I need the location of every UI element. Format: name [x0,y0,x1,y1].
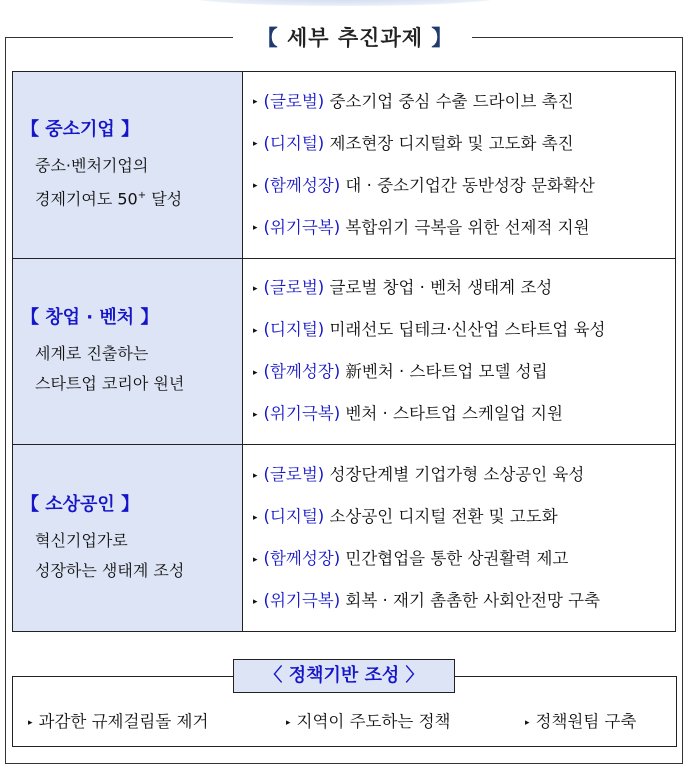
bullet-icon: ▸ [253,409,258,420]
section-desc: 스타트업 코리아 원년 [35,374,185,394]
policy-item [28,708,208,732]
bullet-icon: ▸ [253,325,258,336]
task-item [253,496,674,538]
task-text: 글로벌 창업 · 벤처 생태계 조성 [329,278,553,298]
items-cell [243,72,676,259]
policy-item-text: 과감한 규제걸림돌 제거 [38,712,209,731]
task-tag: (위기극복) [263,217,341,237]
bullet-icon: ▸ [253,97,258,108]
task-tag: (글로벌) [263,278,325,298]
category-cell [13,445,243,632]
table-row [13,445,676,632]
task-text: 미래선도 딥테크·신산업 스타트업 육성 [329,320,606,340]
task-item [253,123,674,165]
bullet-icon: ▸ [28,717,33,728]
bullet-icon: ▸ [253,181,258,192]
bullet-icon: ▸ [253,223,258,234]
task-item [253,393,674,435]
table-row [13,72,676,259]
task-tag: (글로벌) [263,91,325,111]
task-tag: (위기극복) [263,591,341,611]
task-item [253,267,674,309]
task-text: 민간협업을 통한 상권활력 제고 [345,549,569,569]
task-tag: (글로벌) [263,465,325,485]
section-desc: 중소·벤처기업의 [35,156,149,176]
category-cell [13,72,243,259]
task-text: 대 · 중소기업간 동반성장 문화확산 [345,175,595,195]
items-cell [243,258,676,445]
section-desc: 세계로 진출하는 [35,344,149,364]
task-tag: (디지털) [263,507,325,527]
task-text: 소상공인 디지털 전환 및 고도화 [329,507,558,527]
policy-badge: 〈 정책기반 조성 〉 [233,659,455,693]
bracket-close: 】 [431,26,454,50]
task-item [253,309,674,351]
task-item [253,454,674,496]
task-tag: (함께성장) [263,175,341,195]
task-tag: (디지털) [263,133,325,153]
task-tag: (함께성장) [263,362,341,382]
bullet-icon: ▸ [253,554,258,565]
task-text: 벤처 · 스타트업 스케일업 지원 [345,404,563,424]
task-tag: (함께성장) [263,549,341,569]
items-cell [243,445,676,632]
task-text: 중소기업 중심 수출 드라이브 촉진 [329,91,574,111]
bullet-icon: ▸ [286,717,291,728]
task-text: 회복 · 재기 촘촘한 사회안전망 구축 [345,591,601,611]
category-title: 【 소상공인 】 [21,494,140,516]
tasks-table [12,71,676,632]
task-tag: (위기극복) [263,404,341,424]
bullet-icon: ▸ [253,596,258,607]
section-desc: 혁신기업가로 [35,531,128,551]
task-item [253,165,674,207]
bullet-icon: ▸ [253,512,258,523]
task-item [253,538,674,580]
category-cell [13,258,243,445]
task-item [253,351,674,393]
section-desc: 성장하는 생태계 조성 [35,561,185,581]
section-desc: 경제기여도 50+ 달성 [35,189,183,209]
bullet-icon: ▸ [253,470,258,481]
bullet-icon: ▸ [253,139,258,150]
title-text: 세부 추진과제 [286,26,424,50]
title-line-left [5,37,233,38]
task-text: 제조현장 디지털화 및 고도화 촉진 [329,133,574,153]
decorative-glow [185,0,505,6]
table-row [13,258,676,445]
task-text: 성장단계별 기업가형 소상공인 육성 [329,465,585,485]
bullet-icon: ▸ [253,367,258,378]
task-tag: (디지털) [263,320,325,340]
bullet-icon: ▸ [253,283,258,294]
task-item [253,207,674,249]
task-item [253,81,674,123]
task-text: 新벤처 · 스타트업 모델 성립 [345,362,548,382]
bullet-icon: ▸ [525,717,530,728]
policy-item [286,708,450,732]
task-text: 복합위기 극복을 위한 선제적 지원 [345,217,590,237]
title-line-right [472,37,682,38]
category-title: 【 창업 · 벤처 】 [21,307,159,329]
task-item [253,580,674,622]
policy-item-text: 지역이 주도하는 정책 [296,712,451,731]
bracket-open: 【 [256,26,279,50]
section-title [235,22,475,52]
category-title: 【 중소기업 】 [21,119,140,141]
policy-item-text: 정책원팀 구축 [535,712,637,731]
policy-item [525,708,636,732]
